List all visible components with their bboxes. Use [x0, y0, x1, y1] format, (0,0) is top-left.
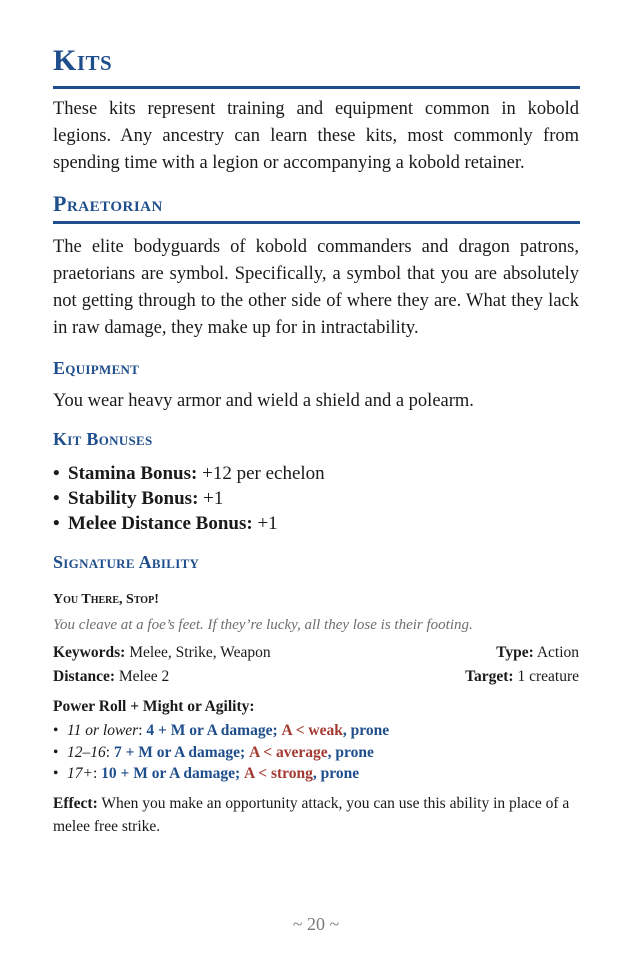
list-item: • Stamina Bonus: +12 per echelon: [53, 463, 325, 484]
tier-row: • 11 or lower: 4 + M or A damage; A < weak, prone: [53, 722, 390, 739]
kit-bonuses-list: [53, 461, 325, 536]
power-roll-tiers: [53, 720, 389, 785]
distance-target-row: [53, 668, 579, 686]
ability-effect: Effect: When you make an opportunity attack, you can use this ability in place of a melee free strike.: [53, 795, 570, 835]
power-roll-heading: Power Roll + Might or Agility:: [53, 698, 255, 715]
kit-description: The elite bodyguards of kobold commanders and dragon patrons, praetorians are symbol. Specifically, a symbol that you are absolutely not getting through to the other side of where they are. What they lack in raw damage, they make up for in intractability.: [53, 237, 579, 338]
list-item: • Melee Distance Bonus: +1: [53, 513, 278, 534]
intro-paragraph: These kits represent training and equipment common in kobold legions. Any ancestry can learn these kits, most commonly from spending time with a legion or accompanying a kobold retainer.: [53, 99, 579, 173]
signature-ability-heading: Signature Ability: [53, 552, 200, 572]
equipment-heading: Equipment: [53, 358, 140, 378]
kit-heading: Praetorian: [53, 191, 163, 216]
list-item: • Stability Bonus: +1: [53, 488, 224, 509]
page-title: Kits: [53, 44, 113, 77]
tier-row: • 12–16: 7 + M or A damage; A < average, prone: [53, 743, 374, 761]
kit-rule: [53, 221, 580, 224]
type-field: Type: Action: [496, 644, 579, 661]
target-field: Target: 1 creature: [465, 668, 579, 685]
tier-row: • 17+: 10 + M or A damage; A < strong, prone: [53, 765, 360, 782]
kit-bonuses-heading: Kit Bonuses: [53, 429, 153, 449]
ability-name: You There, Stop!: [53, 592, 159, 607]
distance-field: Distance: Melee 2: [53, 668, 170, 685]
keywords-field: Keywords: Melee, Strike, Weapon: [53, 644, 271, 661]
keywords-type-row: [53, 644, 579, 662]
equipment-text: You wear heavy armor and wield a shield and a polearm.: [53, 391, 474, 411]
ability-flavor: You cleave at a foe’s feet. If they’re lucky, all they lose is their footing.: [53, 617, 473, 633]
title-rule: [53, 86, 580, 89]
page-number: ~ 20 ~: [292, 914, 340, 934]
